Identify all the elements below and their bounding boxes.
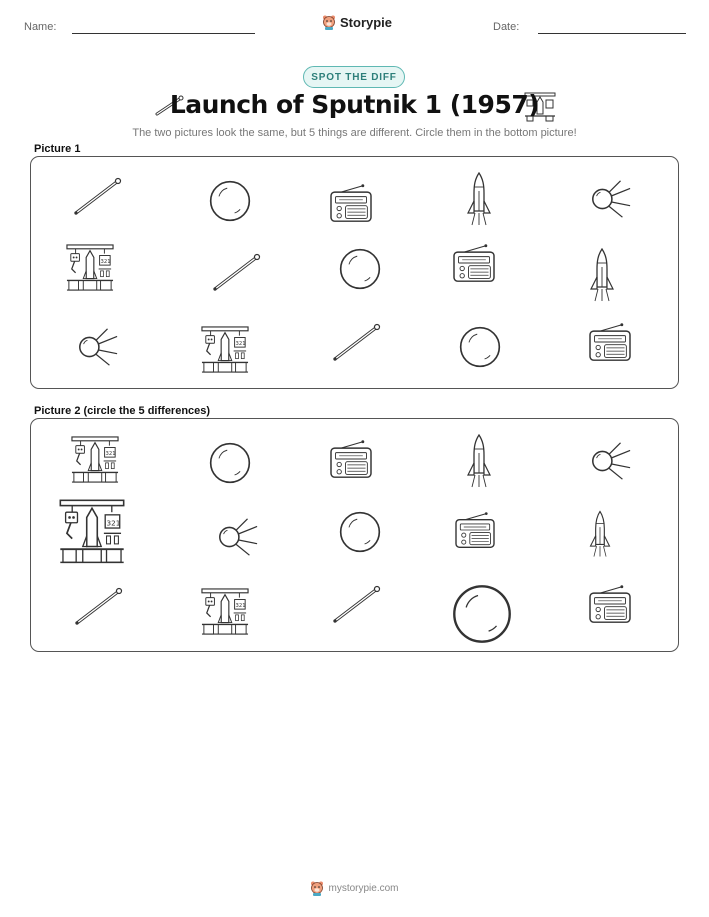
p2-sphere-3[interactable]: [449, 581, 515, 652]
p2-radio-1[interactable]: [328, 439, 374, 484]
bear-mascot-icon: [322, 14, 336, 30]
worksheet-title: [0, 90, 709, 119]
date-line[interactable]: [538, 33, 686, 34]
lab-scene-icon: [71, 435, 119, 485]
antenna-rod-icon: [331, 323, 381, 363]
rocket-icon: [464, 433, 494, 489]
p2-sputnik-1[interactable]: [586, 439, 634, 488]
radio-icon: [328, 183, 374, 223]
p2-lab-scene-1[interactable]: [71, 435, 119, 490]
radio-icon: [587, 584, 633, 624]
antenna-rod-icon: [73, 587, 123, 627]
lab-scene-icon: [201, 587, 249, 637]
sputnik-icon: [586, 177, 634, 221]
sputnik-icon: [586, 439, 634, 483]
radio-icon: [453, 511, 497, 549]
footer-url: mystorypie.com: [328, 882, 399, 894]
brand-name: Storypie: [340, 14, 393, 30]
svg-text:321: 321: [100, 259, 111, 266]
p2-rocket-2[interactable]: [587, 509, 613, 564]
p1-rocket-1[interactable]: [464, 171, 494, 232]
p1-antenna-rod-3[interactable]: [331, 323, 381, 368]
antenna-rod-icon: [211, 253, 261, 293]
picture-2-panel: [30, 418, 679, 652]
sputnik-icon: [213, 515, 261, 559]
p1-sputnik-2[interactable]: [73, 325, 121, 374]
picture-2-label: Picture 2 (circle the 5 differences): [34, 405, 211, 417]
storypie-logo: [322, 14, 392, 30]
sphere-icon: [337, 509, 383, 555]
radio-icon: [328, 439, 374, 479]
p2-sputnik-2[interactable]: [213, 515, 261, 564]
lab-scene-icon: [201, 325, 249, 375]
svg-text:321: 321: [106, 518, 121, 528]
antenna-rod-icon: [331, 585, 381, 625]
footer: [0, 880, 709, 896]
rocket-icon: [587, 247, 617, 303]
p2-rocket-1[interactable]: [464, 433, 494, 494]
svg-text:321: 321: [105, 451, 116, 458]
rocket-icon: [464, 171, 494, 227]
sphere-icon: [449, 581, 515, 647]
title-text: Launch of Sputnik 1 (1957): [169, 90, 540, 119]
sputnik-icon: [73, 325, 121, 369]
picture-1-label: Picture 1: [34, 143, 81, 155]
p1-sphere-2[interactable]: [337, 246, 383, 297]
p2-radio-3[interactable]: [587, 584, 633, 629]
picture-1-panel: [30, 156, 679, 389]
name-line[interactable]: [72, 33, 255, 34]
bear-mascot-icon: [310, 880, 324, 896]
p1-radio-2[interactable]: [451, 243, 497, 288]
p2-antenna-rod-2[interactable]: [331, 585, 381, 630]
radio-icon: [587, 322, 633, 362]
spot-the-diff-badge: SPOT THE DIFF: [303, 66, 405, 88]
sphere-icon: [337, 246, 383, 292]
lab-scene-icon: [57, 499, 127, 565]
p1-rocket-2[interactable]: [587, 247, 617, 308]
p1-lab-scene-2[interactable]: [201, 325, 249, 380]
p1-antenna-rod-1[interactable]: [72, 177, 122, 222]
lab-scene-icon: [66, 243, 114, 293]
radio-icon: [451, 243, 497, 283]
p2-antenna-rod-1[interactable]: [73, 587, 123, 632]
sphere-icon: [207, 178, 253, 224]
p2-sphere-2[interactable]: [337, 509, 383, 560]
p1-antenna-rod-2[interactable]: [211, 253, 261, 298]
p1-lab-scene-1[interactable]: [66, 243, 114, 298]
p1-radio-3[interactable]: [587, 322, 633, 367]
p1-radio-1[interactable]: [328, 183, 374, 228]
svg-text:321: 321: [235, 341, 246, 348]
p1-sphere-1[interactable]: [207, 178, 253, 229]
date-label: Date:: [493, 21, 520, 33]
p1-sphere-3[interactable]: [457, 324, 503, 375]
antenna-rod-icon: [72, 177, 122, 217]
svg-text:321: 321: [235, 603, 246, 610]
name-label: Name:: [24, 21, 57, 33]
p2-radio-2[interactable]: [453, 511, 497, 554]
sphere-icon: [457, 324, 503, 370]
p2-lab-scene-3[interactable]: [201, 587, 249, 642]
p2-lab-scene-2[interactable]: [57, 499, 127, 570]
p2-sphere-1[interactable]: [207, 440, 253, 491]
p1-sputnik-1[interactable]: [586, 177, 634, 226]
instructions: The two pictures look the same, but 5 things are different. Circle them in the bottom picture!: [132, 127, 577, 139]
rocket-icon: [587, 509, 613, 559]
sphere-icon: [207, 440, 253, 486]
